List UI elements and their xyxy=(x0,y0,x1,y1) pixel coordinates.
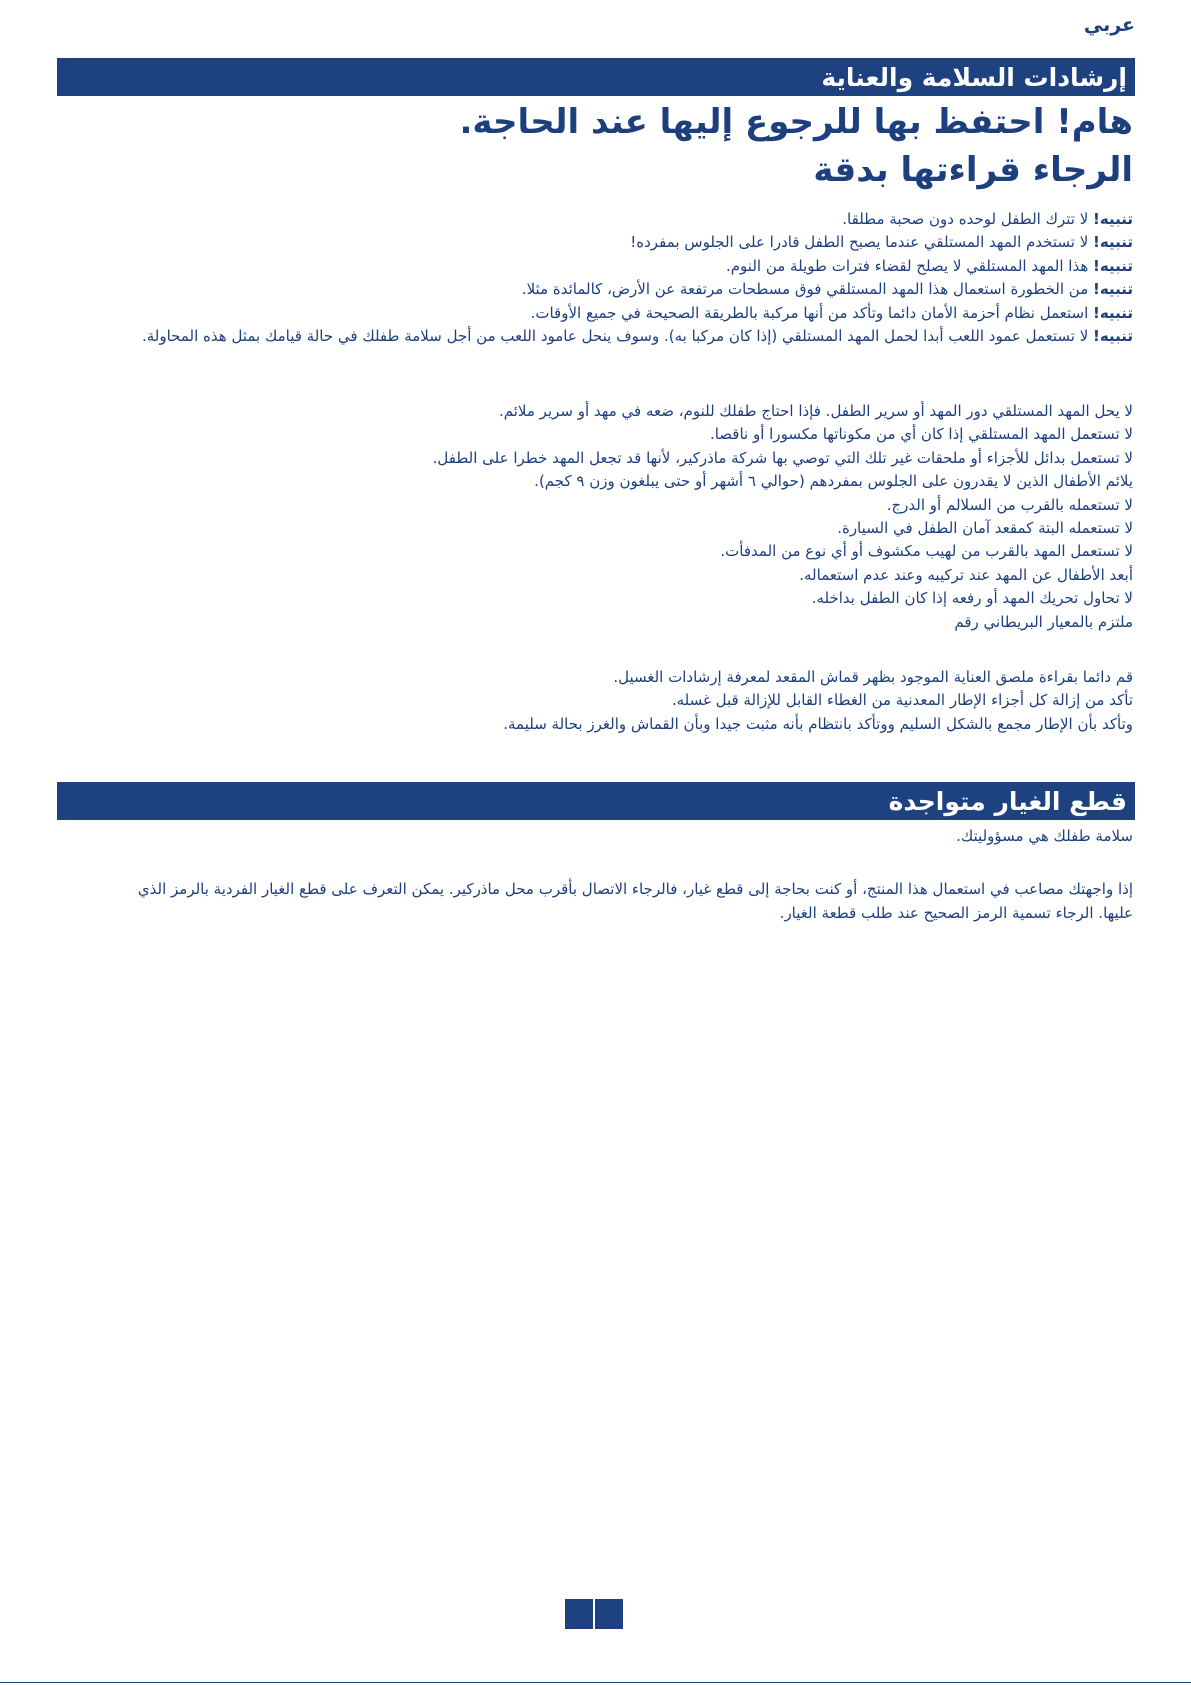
rule-item: لا تستعمله البتة كمقعد آمان الطفل في السيارة. xyxy=(837,519,1133,538)
warning-text: هذا المهد المستلقي لا يصلح لقضاء فترات طويلة من النوم. xyxy=(726,256,1089,275)
page-box-divider xyxy=(593,1599,595,1629)
safety-care-banner xyxy=(57,58,1135,96)
page-number-box xyxy=(565,1599,623,1629)
rule-item: أبعد الأطفال عن المهد عند تركيبه وعند عدم استعماله. xyxy=(799,565,1133,584)
warning-text: لا تستخدم المهد المستلقي عندما يصبح الطفل قادرا على الجلوس بمفرده! xyxy=(630,233,1089,252)
warning-text: لا تستعمل عمود اللعب أبدا لحمل المهد المستلقي (إذا كان مركبا به). وسوف ينحل عامود اللعب من أجل سلامة طفلك في حالة قيامك بمثل هذه المحاولة. xyxy=(141,327,1089,346)
warning-item xyxy=(130,325,1133,348)
read-carefully-headline: الرجاء قراءتها بدقة xyxy=(813,150,1133,190)
warning-label: تنبيه! xyxy=(1093,303,1133,322)
language-label: عربي xyxy=(1083,14,1135,36)
spare-parts-banner-title: قطع الغيار متواجدة xyxy=(888,786,1127,816)
rule-item: لا تستعمل المهد المستلقي إذا كان أي من مكوناتها مكسورا أو ناقصا. xyxy=(709,425,1133,444)
rule-item: يلائم الأطفال الذين لا يقدرون على الجلوس بمفردهم (حوالي ٦ أشهر أو حتى يبلغون وزن ٩ كجم). xyxy=(534,472,1133,491)
warning-text: استعمل نظام أحزمة الأمان دائما وتأكد من أنها مركبة بالطريقة الصحيحة في جميع الأوقات. xyxy=(530,303,1089,322)
safety-care-banner-title: إرشادات السلامة والعناية xyxy=(821,62,1127,92)
spare-parts-text: إذا واجهتك مصاعب في استعمال هذا المنتج، أو كنت بحاجة إلى قطع غيار، فالرجاء الاتصال بأقرب محل ماذركير. يمكن التعرف على قطع الغيار الفردية بالرمز الذي عليها. الرجاء تسمية الرمز الصحيح عند طلب قطعة الغيار. xyxy=(137,880,1133,922)
rule-item: لا تستعمل المهد بالقرب من لهيب مكشوف أو أي نوع من المدفأت. xyxy=(720,542,1133,561)
care-item: تأكد من إزالة كل أجزاء الإطار المعدنية من الغطاء القابل للإزالة قبل غسله. xyxy=(671,691,1133,710)
warning-label: تنبيه! xyxy=(1093,256,1133,275)
important-headline: هام! احتفظ بها للرجوع إليها عند الحاجة. xyxy=(459,102,1133,142)
warning-item xyxy=(130,278,1133,301)
care-instructions-list xyxy=(130,666,1133,736)
spare-parts-section xyxy=(130,825,1133,925)
responsibility-note: سلامة طفلك هي مسؤوليتك. xyxy=(956,827,1133,845)
rule-item: لا تستعمل بدائل للأجزاء أو ملحقات غير تلك التي توصي بها شركة ماذركير، لأنها قد تجعل المهد خطرا على الطفل. xyxy=(432,448,1133,467)
warning-item xyxy=(130,208,1133,231)
warning-text: لا تترك الطفل لوحده دون صحبة مطلقا. xyxy=(842,210,1089,228)
care-item: قم دائما بقراءة ملصق العناية الموجود بظهر قماش المقعد لمعرفة إرشادات الغسيل. xyxy=(613,668,1133,686)
warning-item xyxy=(130,255,1133,278)
care-item: وتأكد بأن الإطار مجمع بالشكل السليم ووتأكد بانتظام بأنه مثبت جيدا وبأن القماش والغرز بحالة سليمة. xyxy=(503,714,1133,733)
warning-label: تنبيه! xyxy=(1093,327,1133,346)
rule-item: لا تحاول تحريك المهد أو رفعه إذا كان الطفل بداخله. xyxy=(811,589,1133,608)
spare-parts-banner xyxy=(57,782,1135,820)
warning-text: من الخطورة استعمال هذا المهد المستلقي فوق مسطحات مرتفعة عن الأرض، كالمائدة مثلا. xyxy=(521,280,1089,299)
warning-label: تنبيه! xyxy=(1093,233,1133,252)
warning-item xyxy=(130,302,1133,325)
warning-label: تنبيه! xyxy=(1093,280,1133,299)
rule-item: لا تستعمله بالقرب من السلالم أو الدرج. xyxy=(886,495,1133,514)
usage-rules-list xyxy=(130,400,1133,634)
warnings-list xyxy=(130,208,1133,348)
warning-item xyxy=(130,231,1133,254)
bottom-rule xyxy=(0,1682,1191,1683)
paragraph-gap xyxy=(130,848,1133,878)
warning-label: تنبيه! xyxy=(1093,210,1133,228)
rule-item: ملتزم بالمعيار البريطاني رقم xyxy=(954,612,1133,631)
rule-item: لا يحل المهد المستلقي دور المهد أو سرير الطفل. فإذا احتاج طفلك للنوم، ضعه في مهد أو سرير ملائم. xyxy=(498,402,1133,420)
